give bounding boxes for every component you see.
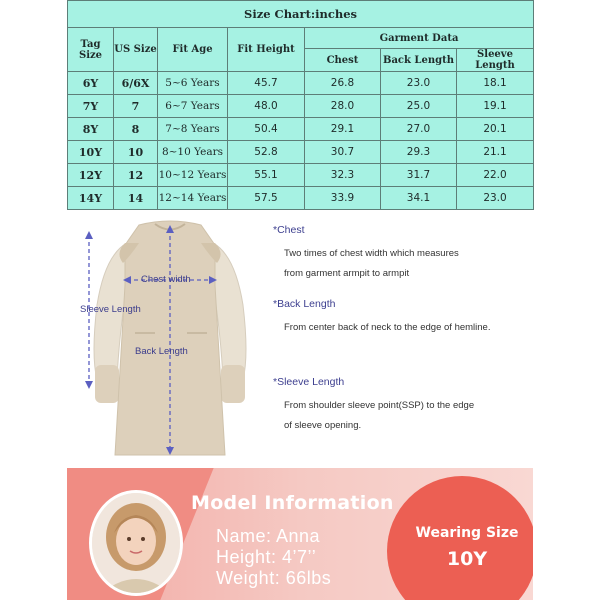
back-length-description <box>273 298 593 338</box>
cell-chest: 28.0 <box>305 95 381 118</box>
cell-tag: 8Y <box>68 118 114 141</box>
cell-back: 25.0 <box>381 95 457 118</box>
table-row <box>68 141 534 164</box>
cell-sleeve: 19.1 <box>457 95 534 118</box>
right-cuff <box>221 365 245 403</box>
sleeve-text-1: From shoulder sleeve point(SSP) to the edge <box>284 400 475 411</box>
header-back-length: Back Length <box>381 49 457 72</box>
table-row <box>68 164 534 187</box>
model-information-panel <box>67 468 533 600</box>
sleeve-length-description <box>273 376 593 436</box>
header-sleeve-length: Sleeve Length <box>457 49 534 72</box>
cell-height: 55.1 <box>228 164 305 187</box>
cell-tag: 10Y <box>68 141 114 164</box>
cell-sleeve: 22.0 <box>457 164 534 187</box>
cell-height: 45.7 <box>228 72 305 95</box>
chest-width-label: Chest width <box>141 274 191 285</box>
model-info-title: Model Information <box>191 492 394 514</box>
cell-sleeve: 21.1 <box>457 141 534 164</box>
header-garment-data: Garment Data <box>305 28 534 49</box>
cell-age: 6~7 Years <box>158 95 228 118</box>
sleeve-arrow-head-bottom <box>85 381 93 389</box>
model-name: Name: Anna <box>216 526 321 546</box>
table-row <box>68 72 534 95</box>
table-row <box>68 187 534 210</box>
wearing-size-label: Wearing Size <box>415 525 519 541</box>
header-tag-size: Tag Size <box>68 28 114 72</box>
dress-illustration <box>75 215 265 460</box>
sleeve-text-2: of sleeve opening. <box>284 420 362 431</box>
cell-sleeve: 18.1 <box>457 72 534 95</box>
size-chart-title: Size Chart:inches <box>68 1 534 28</box>
cell-tag: 6Y <box>68 72 114 95</box>
sleeve-length-title: *Sleeve Length <box>273 376 345 388</box>
cell-height: 52.8 <box>228 141 305 164</box>
cell-age: 12~14 Years <box>158 187 228 210</box>
cell-tag: 14Y <box>68 187 114 210</box>
cell-chest: 26.8 <box>305 72 381 95</box>
cell-tag: 7Y <box>68 95 114 118</box>
model-avatar <box>89 490 183 596</box>
cell-us: 12 <box>114 164 158 187</box>
cell-back: 31.7 <box>381 164 457 187</box>
cell-back: 34.1 <box>381 187 457 210</box>
cell-height: 57.5 <box>228 187 305 210</box>
cell-sleeve: 20.1 <box>457 118 534 141</box>
cell-chest: 29.1 <box>305 118 381 141</box>
cell-height: 48.0 <box>228 95 305 118</box>
header-chest: Chest <box>305 49 381 72</box>
wearing-size-value: 10Y <box>446 548 488 570</box>
cell-chest: 33.9 <box>305 187 381 210</box>
cell-age: 5~6 Years <box>158 72 228 95</box>
header-fit-age: Fit Age <box>158 28 228 72</box>
cell-sleeve: 23.0 <box>457 187 534 210</box>
model-weight: Weight: 66lbs <box>216 568 332 588</box>
cell-us: 8 <box>114 118 158 141</box>
header-us-size: US Size <box>114 28 158 72</box>
model-height: Height: 4’7’’ <box>216 547 317 567</box>
header-fit-height: Fit Height <box>228 28 305 72</box>
cell-us: 14 <box>114 187 158 210</box>
cell-chest: 30.7 <box>305 141 381 164</box>
sleeve-length-label: Sleeve Length <box>80 304 141 315</box>
table-row <box>68 95 534 118</box>
dress-measurement-diagram <box>75 215 265 460</box>
back-length-title: *Back Length <box>273 298 336 310</box>
cell-tag: 12Y <box>68 164 114 187</box>
cell-height: 50.4 <box>228 118 305 141</box>
chest-text-2: from garment armpit to armpit <box>284 268 410 279</box>
chest-description <box>273 224 593 284</box>
back-length-text: From center back of neck to the edge of hemline. <box>284 322 491 333</box>
chest-title: *Chest <box>273 224 305 236</box>
size-chart-table <box>67 0 533 210</box>
table-row <box>68 118 534 141</box>
cell-chest: 32.3 <box>305 164 381 187</box>
cell-us: 10 <box>114 141 158 164</box>
cell-back: 23.0 <box>381 72 457 95</box>
back-length-label: Back Length <box>135 346 188 357</box>
left-cuff <box>95 365 119 403</box>
cell-age: 10~12 Years <box>158 164 228 187</box>
model-photo <box>92 493 180 593</box>
cell-us: 7 <box>114 95 158 118</box>
cell-back: 29.3 <box>381 141 457 164</box>
cell-age: 7~8 Years <box>158 118 228 141</box>
chest-text-1: Two times of chest width which measures <box>284 248 459 259</box>
cell-back: 27.0 <box>381 118 457 141</box>
sleeve-arrow-head-top <box>85 231 93 239</box>
cell-us: 6/6X <box>114 72 158 95</box>
cell-age: 8~10 Years <box>158 141 228 164</box>
